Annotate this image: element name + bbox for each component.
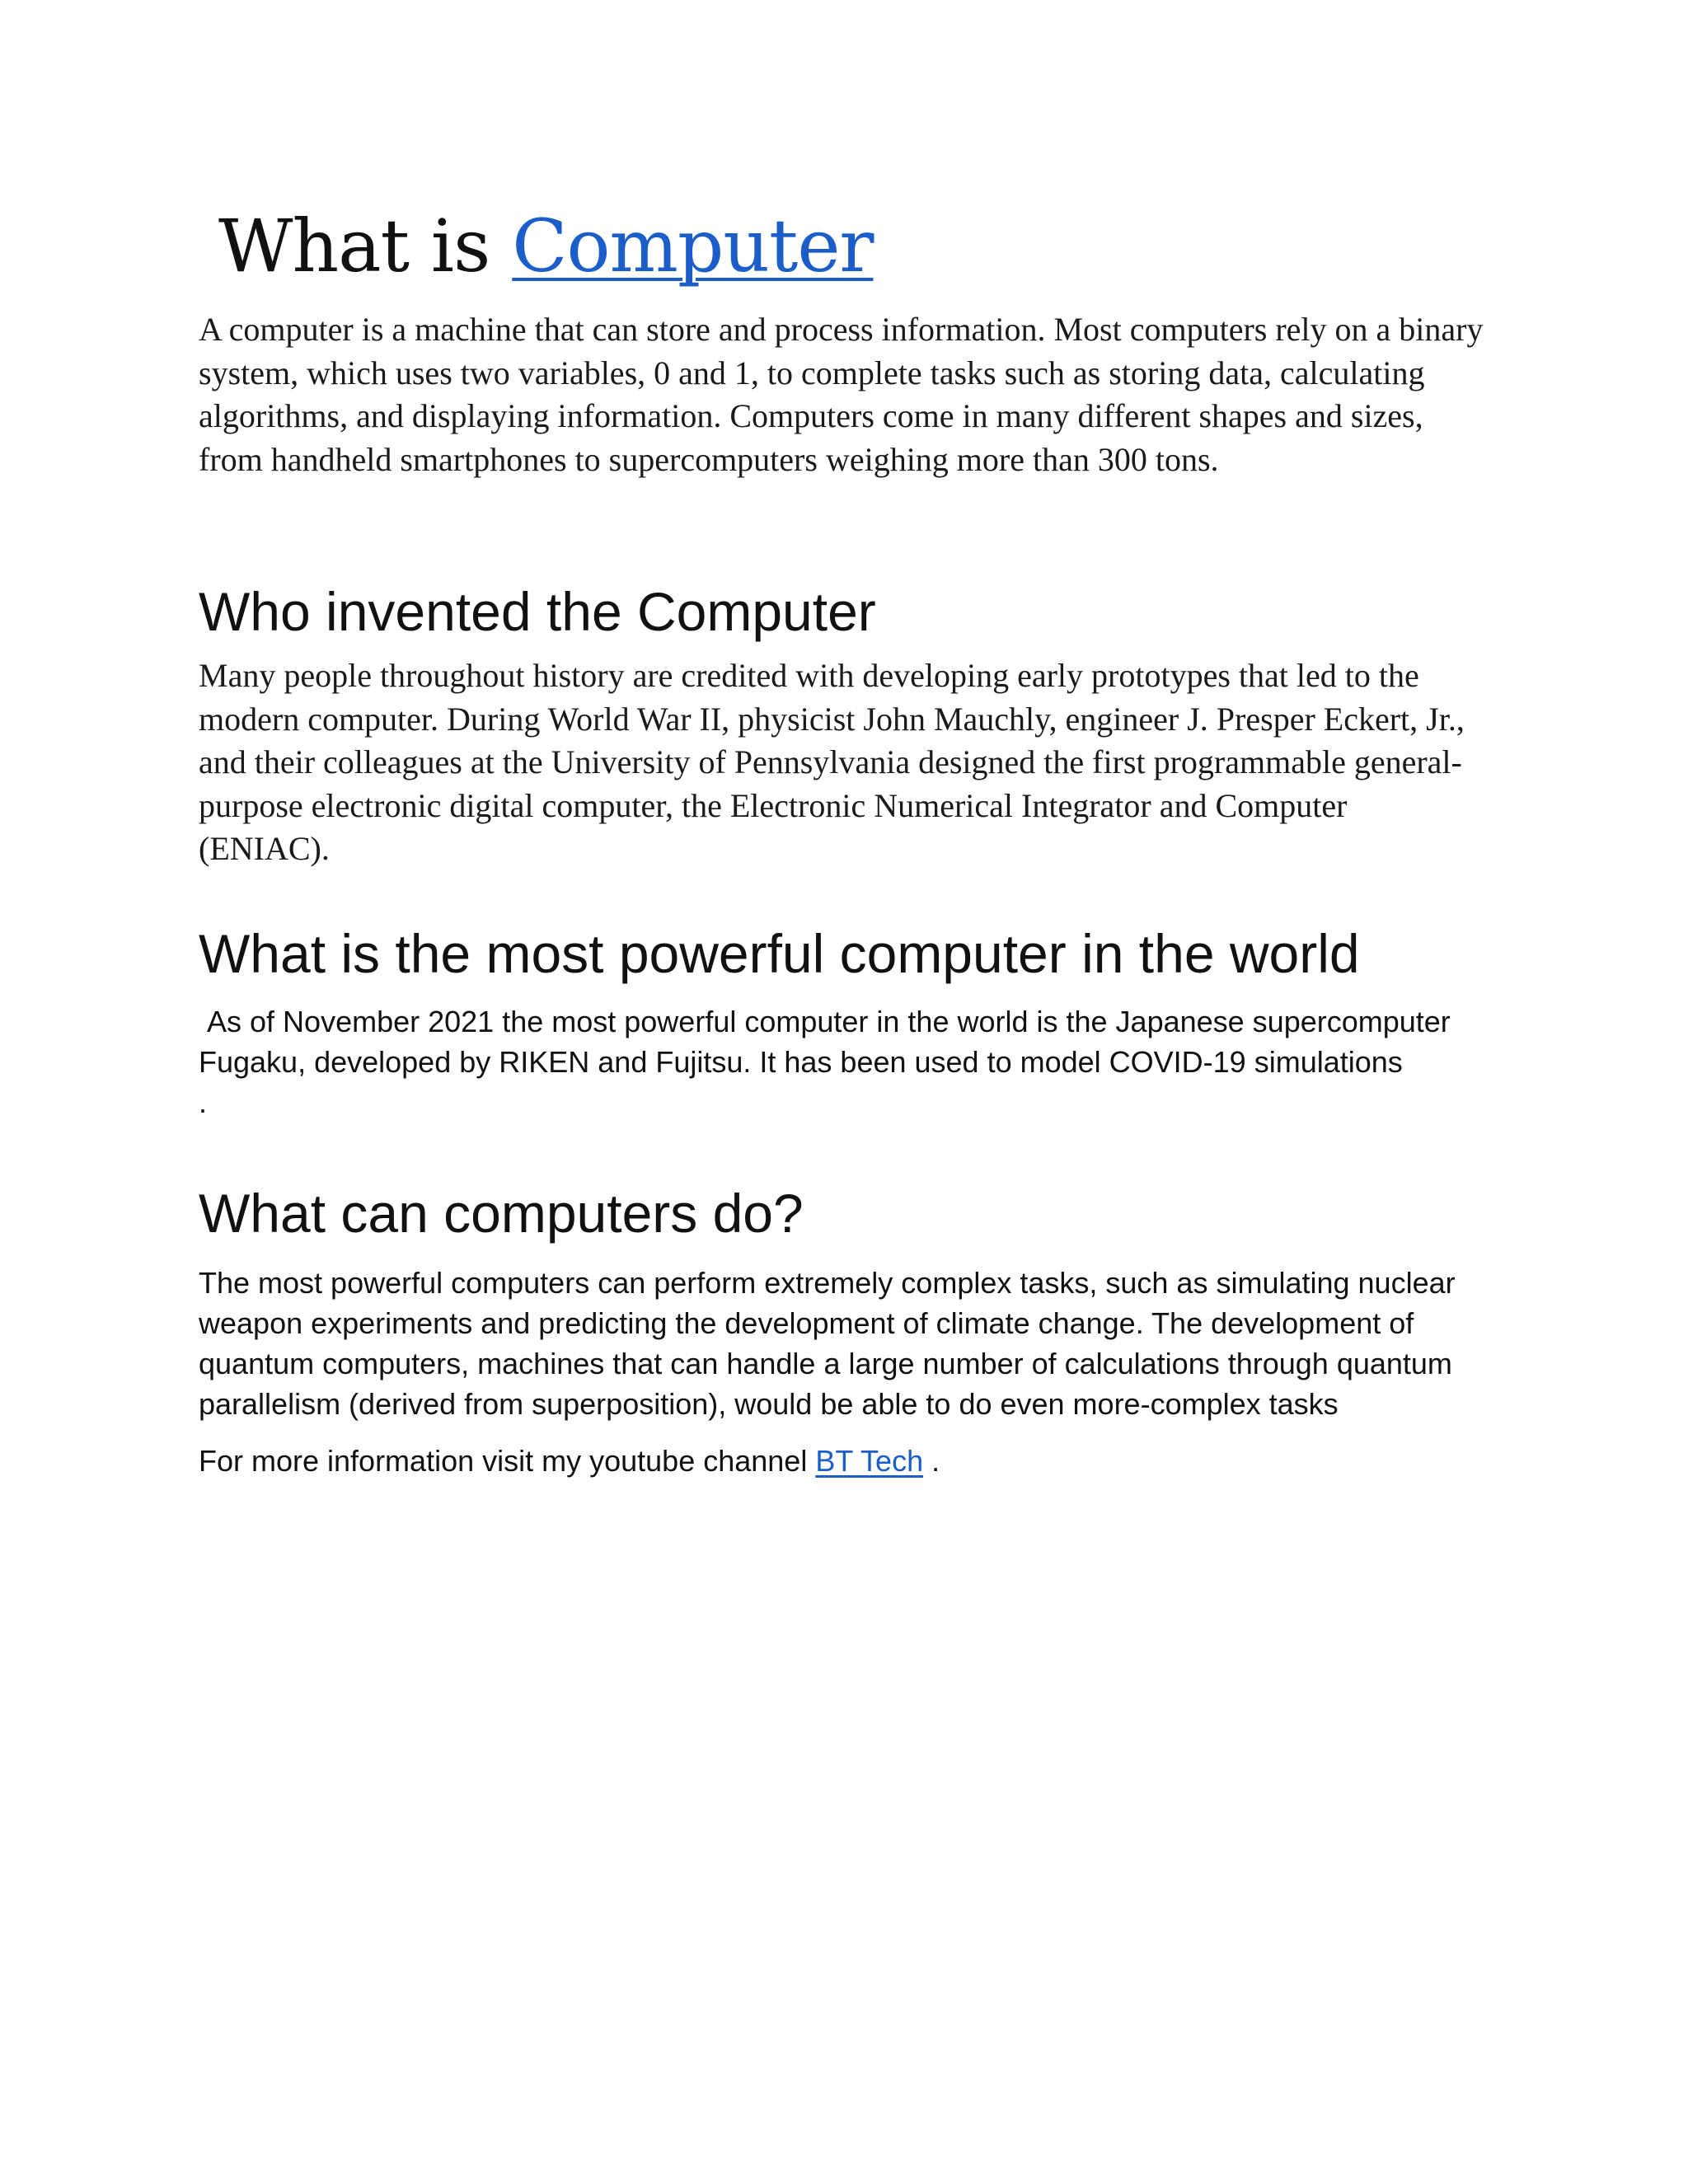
section-most-powerful — [199, 921, 1517, 1122]
document-content — [199, 198, 1517, 1481]
can-do-paragraph: The most powerful computers can perform extremely complex tasks, such as simulating nuclear weapon experiments and predicting the development of climate change. The development of quantum computers, machines that can handle a large number of calculations through quantum parallelism (derived from superposition), would be able to do even more-complex tasks — [199, 1265, 1456, 1421]
section-heading-can-do: What can computers do? — [199, 1182, 804, 1244]
who-invented-paragraph: Many people throughout history are credited with developing early prototypes that led to the modern computer. During World War II, physicist John Mauchly, engineer J. Presper Eckert, Jr., and their colleagues at the University of Pennsylvania designed the first programmable general-purpose electronic digital computer, the Electronic Numerical Integrator and Computer (ENIAC). — [199, 657, 1465, 867]
title-prefix: What is — [218, 204, 490, 288]
section-heading-who-invented: Who invented the Computer — [199, 581, 876, 642]
section-can-do — [199, 1180, 1517, 1481]
page-title — [218, 198, 1517, 295]
bt-tech-link[interactable]: BT Tech — [815, 1443, 924, 1478]
most-powerful-paragraph — [199, 1001, 1517, 1122]
more-info-suffix: . — [931, 1443, 940, 1478]
section-heading-most-powerful: What is the most powerful computer in the world — [199, 922, 1360, 984]
more-info-line — [199, 1441, 1517, 1481]
more-info-prefix: For more information visit my youtube channel — [199, 1443, 808, 1478]
most-powerful-trailing-period: . — [199, 1085, 208, 1119]
most-powerful-text: As of November 2021 the most powerful computer in the world is the Japanese supercomputer Fugaku, developed by RIKEN and Fujitsu. It has been used to model COVID-19 simulations — [199, 1004, 1451, 1079]
intro-paragraph: A computer is a machine that can store and process information. Most computers rely on a binary system, which uses two variables, 0 and 1, to complete tasks such as storing data, calculating algorithms, and displaying information. Computers come in many different shapes and sizes, from handheld smartphones to supercomputers weighing more than 300 tons. — [199, 311, 1484, 478]
section-who-invented — [199, 579, 1517, 871]
computer-link[interactable]: Computer — [512, 204, 874, 288]
